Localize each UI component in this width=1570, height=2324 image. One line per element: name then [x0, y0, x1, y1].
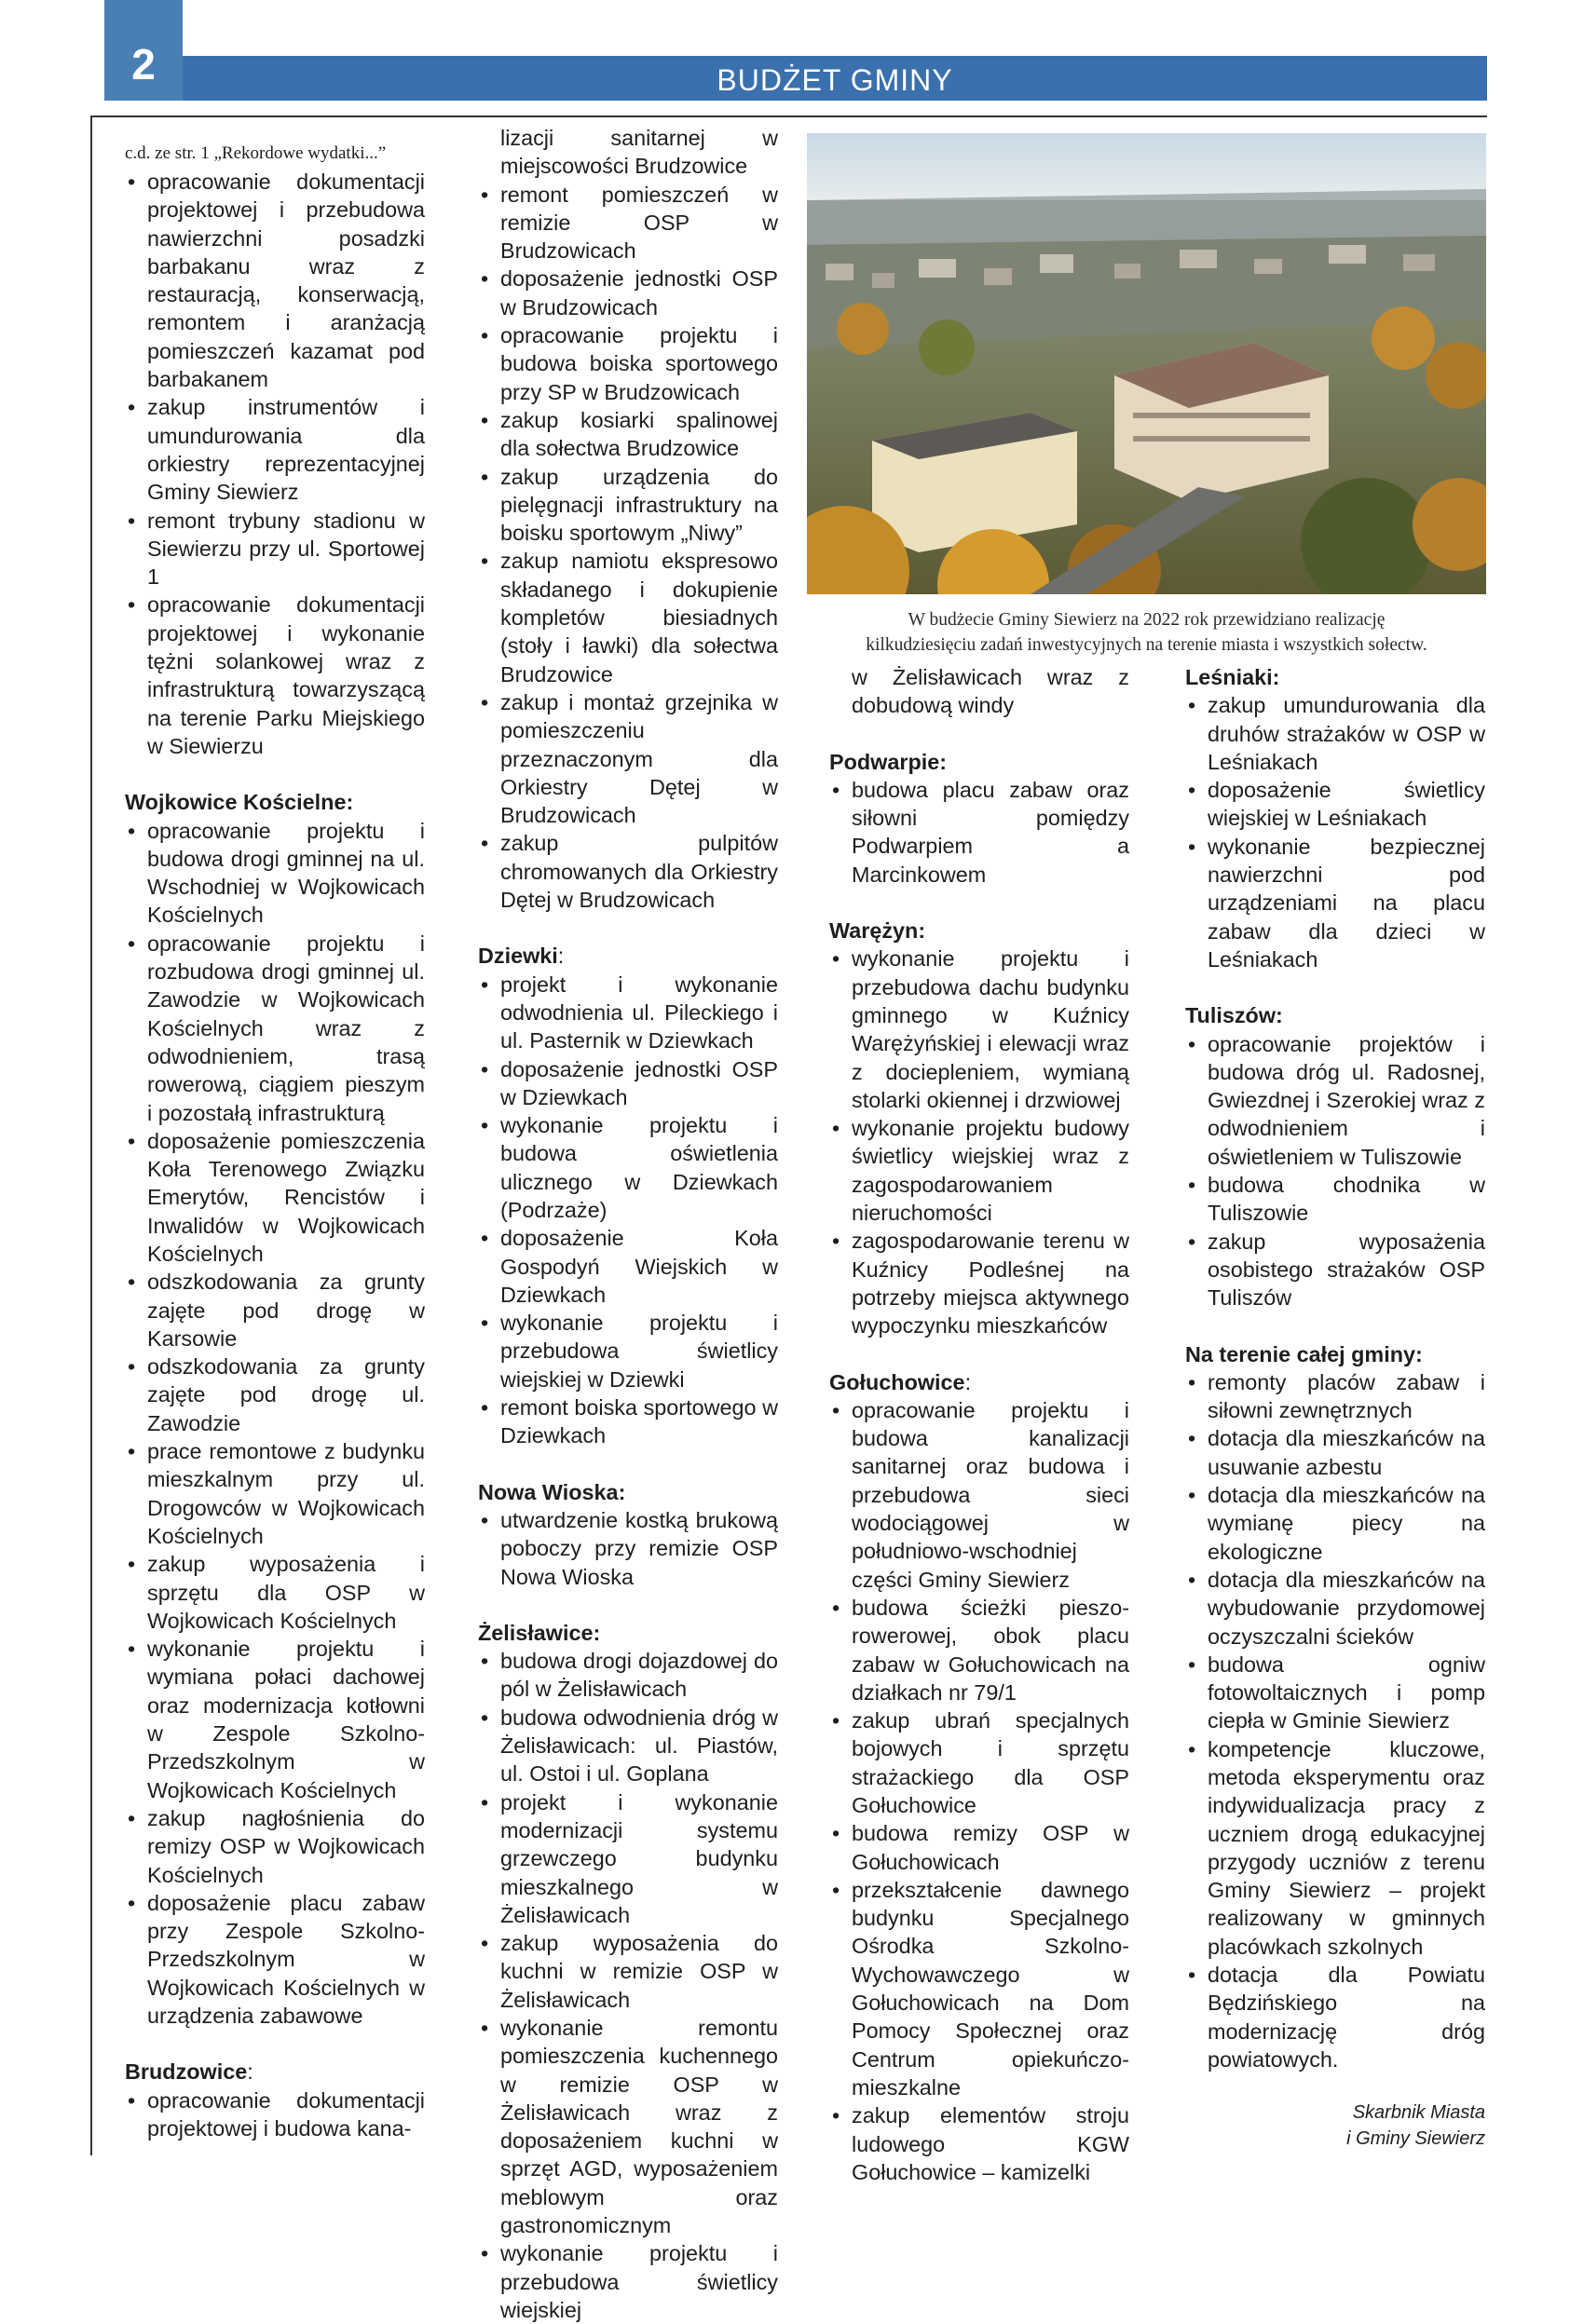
list-item: • dotacja dla Powiatu Będzińskiego na modernizację dróg powiatowych.	[1185, 1961, 1485, 2073]
list-item: • remont pomieszczeń w remizie OSP w Brudzowicach	[478, 181, 778, 265]
list-item: • wykonanie projektu i budowa oświetlenia ulicznego w Dziewkach (Podrzaże)	[478, 1111, 778, 1224]
photo-caption	[807, 607, 1486, 658]
caption-line: kilkudziesięciu zadań inwestycyjnych na terenie miasta i wszystkich sołectw.	[866, 635, 1427, 655]
section-heading-goluchowice	[829, 1368, 1129, 1396]
list-item: • zagospodarowanie terenu w Kuźnicy Podleśnej na potrzeby miejsca aktywnego wypoczynku mieszkańców	[829, 1227, 1129, 1339]
top-rule	[90, 116, 1487, 117]
heading-punct: :	[557, 944, 565, 969]
brudzowice-list-cont	[478, 124, 778, 914]
left-rule	[90, 116, 92, 2155]
list-item: • projekt i wykonanie modernizacji systemu grzewczego budynku mieszkalnego w Żelisławicach	[478, 1788, 778, 1929]
list-item: • zakup wyposażenia do kuchni w remizie OSP w Żelisławicach	[478, 1929, 778, 2014]
list-item: • opracowanie dokumentacji projektowej i wykonanie tężni solankowej wraz z infrastrukturą towarzyszącą na terenie Parku Miejskiego w Siewierzu	[125, 591, 425, 760]
list-item: • opracowanie projektów i budowa dróg ul. Radosnej, Gwiezdnej i Szerokiej wraz z odwodnieniem i oświetleniem w Tuliszowie	[1185, 1030, 1485, 1171]
list-item: • projekt i wykonanie odwodnienia ul. Pileckiego i ul. Pasternik w Dziewkach	[478, 971, 778, 1055]
page-number: 2	[131, 40, 156, 88]
wojkowice-list	[125, 817, 425, 2031]
list-item: • zakup instrumentów i umundurowania dla orkiestry reprezentacyjnej Gminy Siewierz	[125, 393, 425, 506]
zelislawice-list-cont	[829, 663, 1129, 720]
list-item: • zakup nagłośnienia do remizy OSP w Wojkowicach Kościelnych	[125, 1804, 425, 1889]
list-item-continued: w Żelisławicach wraz z dobudową windy	[852, 665, 1129, 718]
list-item: • opracowanie projektu i budowa drogi gminnej na ul. Wschodniej w Wojkowicach Kościelnych	[125, 817, 425, 930]
list-item: • dotacja dla mieszkańców na wymianę piecy na ekologiczne	[1185, 1481, 1485, 1566]
column-1	[125, 140, 425, 2142]
list-item: • zakup ubrań specjalnych bojowych i sprzętu strażackiego dla OSP Gołuchowice	[829, 1706, 1129, 1819]
list-item: • zakup pulpitów chromowanych dla Orkiestry Dętej w Brudzowicach	[478, 829, 778, 914]
list-item: • remont boiska sportowego w Dziewkach	[478, 1393, 778, 1450]
intro-list	[125, 168, 425, 760]
dziewki-list	[478, 971, 778, 1450]
list-item: • budowa placu zabaw oraz siłowni pomiędzy Podwarpiem a Marcinkowem	[829, 776, 1129, 889]
podwarpie-list	[829, 776, 1129, 889]
section-heading-nowa-wioska: Nowa Wioska:	[478, 1479, 626, 1504]
list-item: • opracowanie dokumentacji projektowej i przebudowa nawierzchni posadzki barbakanu wraz z restauracją, konserwacją, remontem i aranżacją pomieszczeń kazamat pod barbakanem	[125, 168, 425, 393]
list-item: • przekształcenie dawnego budynku Specjalnego Ośrodka Szkolno-Wychowawczego w Gołuchowicach na Dom Pomocy Społecznej oraz Centrum opiekuńczo-mieszkalne	[829, 1876, 1129, 2101]
goluchowice-list	[829, 1396, 1129, 2186]
list-item: • wykonanie bezpiecznej nawierzchni pod urządzeniami na placu zabaw dla dzieci w Leśniakach	[1185, 833, 1485, 973]
section-heading-tuliszow: Tuliszów:	[1185, 1003, 1283, 1028]
warezyn-list	[829, 945, 1129, 1339]
list-item: • kompetencje kluczowe, metoda eksperymentu oraz indywidualizacja pracy z uczniem drogą edukacyjnej przygody uczniów z terenu Gminy Siewierz – projekt realizowany w gminnych placówkach szkolnych	[1185, 1735, 1485, 1961]
list-item: • zakup wyposażenia i sprzętu dla OSP w Wojkowicach Kościelnych	[125, 1550, 425, 1635]
lesniaki-list	[1185, 691, 1485, 973]
list-item: • prace remontowe z budynku mieszkalnym przy ul. Drogowców w Wojkowicach Kościelnych	[125, 1437, 425, 1550]
nowa-wioska-list	[478, 1506, 778, 1591]
signature-line: i Gminy Siewierz	[1346, 2128, 1485, 2150]
list-item: • budowa drogi dojazdowej do pól w Żelisławicach	[478, 1647, 778, 1704]
section-heading-brudzowice	[125, 2058, 425, 2086]
section-heading-wojkowice: Wojkowice Kościelne:	[125, 790, 354, 815]
list-item: • utwardzenie kostką brukową poboczy przy remizie OSP Nowa Wioska	[478, 1506, 778, 1591]
list-item: • zakup wyposażenia osobistego strażaków OSP Tuliszów	[1185, 1228, 1485, 1312]
list-item: • doposażenie Koła Gospodyń Wiejskich w Dziewkach	[478, 1224, 778, 1309]
section-heading-warezyn: Warężyn:	[829, 918, 926, 944]
list-item: • budowa ogniw fotowoltaicznych i pomp ciepła w Gminie Siewierz	[1185, 1651, 1485, 1735]
list-item: • zakup umundurowania dla druhów strażaków w OSP w Leśniakach	[1185, 691, 1485, 776]
caption-line: W budżecie Gminy Siewierz na 2022 rok przewidziano realizację	[908, 610, 1386, 630]
list-item: • zakup urządzenia do pielęgnacji infrastruktury na boisku sportowym „Niwy”	[478, 463, 778, 548]
heading-text: Gołuchowice	[829, 1369, 965, 1394]
column-2	[478, 124, 778, 2324]
list-item: • wykonanie projektu i przebudowa świetlicy wiejskiej	[478, 2239, 778, 2324]
section-heading-gmina: Na terenie całej gminy:	[1185, 1341, 1423, 1366]
list-item: • odszkodowania za grunty zajęte pod drogę w Karsowie	[125, 1268, 425, 1352]
list-item: • zakup i montaż grzejnika w pomieszczeniu przeznaczonym dla Orkiestry Dętej w Brudzowicach	[478, 688, 778, 829]
list-item: • opracowanie dokumentacji projektowej i budowa kana-	[125, 2086, 425, 2143]
zelislawice-list	[478, 1647, 778, 2324]
list-item: • budowa ścieżki pieszo-rowerowej, obok placu zabaw w Gołuchowicach na działkach nr 79/1	[829, 1594, 1129, 1706]
list-item: • doposażenie placu zabaw przy Zespole Szkolno-Przedszkolnym w Wojkowicach Kościelnych w urządzenia zabawowe	[125, 1889, 425, 2030]
heading-text: Brudzowice	[125, 2059, 248, 2085]
list-item: • wykonanie remontu pomieszczenia kuchennego w remizie OSP w Żelisławicach wraz z doposażeniem kuchni w sprzęt AGD, wyposażeniem meblowym oraz gastronomicznym	[478, 2014, 778, 2239]
signature-line: Skarbnik Miasta	[1352, 2102, 1485, 2124]
list-item: • wykonanie projektu i wymiana połaci dachowej oraz modernizacja kotłowni w Zespole Szkolno-Przedszkolnym w Wojkowicach Kościelnych	[125, 1635, 425, 1804]
continuation-note: c.d. ze str. 1 „Rekordowe wydatki...”	[125, 143, 387, 163]
list-item: • zakup elementów stroju ludowego KGW Gołuchowice – kamizelki	[829, 2101, 1129, 2186]
list-item: • wykonanie projektu i przebudowa świetlicy wiejskiej w Dziewki	[478, 1309, 778, 1393]
list-item: • dotacja dla mieszkańców na wybudowanie przydomowej oczyszczalni ścieków	[1185, 1566, 1485, 1651]
column-4	[1185, 663, 1485, 2152]
list-item: • odszkodowania za grunty zajęte pod drogę ul. Zawodzie	[125, 1352, 425, 1437]
heading-punct: :	[964, 1369, 972, 1394]
list-item: • budowa chodnika w Tuliszowie	[1185, 1171, 1485, 1228]
list-item-continued: lizacji sanitarnej w miejscowości Brudzowice	[500, 126, 778, 179]
section-heading-zelislawice: Żelisławice:	[478, 1620, 601, 1645]
list-item: • opracowanie projektu i budowa boiska sportowego przy SP w Brudzowicach	[478, 321, 778, 406]
list-item: • wykonanie projektu i przebudowa dachu budynku gminnego w Kuźnicy Warężyńskiej i elewacji wraz z dociepleniem, wymianą stolarki okiennej i drzwiowej	[829, 945, 1129, 1114]
section-heading-dziewki	[478, 942, 778, 970]
list-item: • zakup namiotu ekspresowo składanego i dokupienie kompletów biesiadnych (stoły i ławki) dla sołectwa Brudzowice	[478, 547, 778, 687]
list-item: • budowa odwodnienia dróg w Żelisławicach: ul. Piastów, ul. Ostoi i ul. Goplana	[478, 1704, 778, 1788]
list-item: • doposażenie świetlicy wiejskiej w Leśniakach	[1185, 776, 1485, 833]
gmina-list	[1185, 1368, 1485, 2073]
list-item: • wykonanie projektu budowy świetlicy wiejskiej wraz z zagospodarowaniem nieruchomości	[829, 1114, 1129, 1227]
list-item: • remonty placów zabaw i siłowni zewnętrznych	[1185, 1368, 1485, 1425]
list-item: • opracowanie projektu i budowa kanalizacji sanitarnej oraz budowa i przebudowa sieci wodociągowej w południowo-wschodniej części Gminy Siewierz	[829, 1396, 1129, 1594]
heading-punct: :	[247, 2059, 253, 2085]
column-3	[829, 663, 1129, 2186]
heading-text: Dziewki	[478, 944, 558, 969]
section-heading-lesniaki: Leśniaki:	[1185, 665, 1280, 689]
list-item: • doposażenie jednostki OSP w Brudzowicach	[478, 265, 778, 321]
list-item: • doposażenie jednostki OSP w Dziewkach	[478, 1055, 778, 1112]
list-item: • dotacja dla mieszkańców na usuwanie azbestu	[1185, 1424, 1485, 1481]
list-item: • opracowanie projektu i rozbudowa drogi gminnej ul. Zawodzie w Wojkowicach Kościelnych wraz z odwodnieniem, trasą rowerową, ciągiem pieszym i pozostałą infrastrukturą	[125, 930, 425, 1127]
section-heading-podwarpie: Podwarpie:	[829, 749, 948, 774]
section-title: BUDŻET GMINY	[717, 63, 953, 97]
list-item: • budowa remizy OSP w Gołuchowicach	[829, 1819, 1129, 1876]
list-item: • doposażenie pomieszczenia Koła Terenowego Związku Emerytów, Rencistów i Inwalidów w Wojkowicach Kościelnych	[125, 1127, 425, 1268]
list-item: • remont trybuny stadionu w Siewierzu przy ul. Sportowej 1	[125, 507, 425, 591]
signature	[1185, 2100, 1485, 2152]
list-item: • zakup kosiarki spalinowej dla sołectwa Brudzowice	[478, 406, 778, 463]
aerial-town-photo	[807, 133, 1486, 594]
tuliszow-list	[1185, 1030, 1485, 1312]
brudzowice-list	[125, 2086, 425, 2143]
